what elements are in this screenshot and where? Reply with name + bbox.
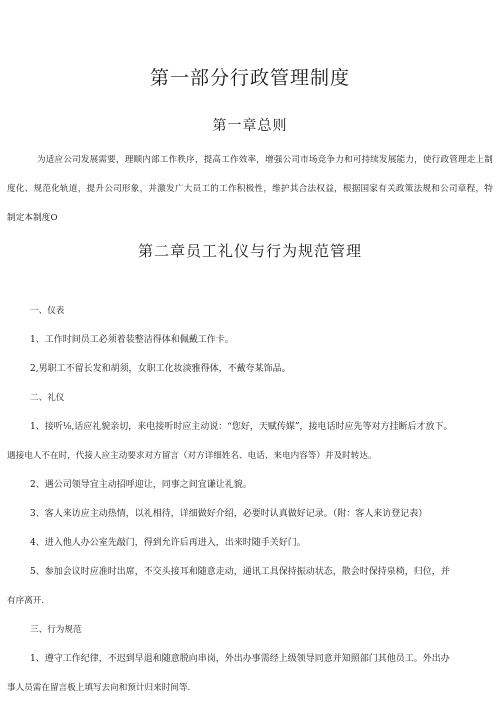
section-3-item-1-line-1: 1、遵守工作纪律，不迟到早退和随意脱向串岗，外出办事需经上级领导同意并知照部门其他员工。外出办 xyxy=(30,654,450,664)
section-2-item-1-line-2: 遇接电人不在时，代接人应主动要求对方留言（对方详细姓名、电话、来电内容等）并及时转达。 xyxy=(7,451,377,461)
section-1-item-2: 2,男职工不留长发和胡须，女职工化妆淡雅得体，不戴夸某饰品。 xyxy=(30,364,291,374)
section-2-item-4: 4、进入他人办公室先敲门，得到允许后再进入，出来时随手关好门。 xyxy=(30,538,306,548)
section-2-heading: 二、礼仪 xyxy=(30,393,65,403)
chapter-1-intro-paragraph: 为适应公司发展需要，理顺内部工作秩序，提高工作效率，增强公司市场竞争力和可持续发展能力，使行政管理走上制度化、规范化轨道，提升公司形象，并激发广大员工的工作积极性，维护其合法权益，根据国家有关政策法规和公司章程，特制定本制度O xyxy=(7,155,493,223)
section-2-item-3: 3、客人来访应主动热情，以礼相待，详细做好介绍，必要时认真做好记录。（附：客人来访登记表） xyxy=(30,509,428,519)
section-2-item-5-line-2: 有序离开. xyxy=(7,596,45,606)
section-1-heading: 一、仪表 xyxy=(30,306,65,316)
section-3-heading: 三、行为规范 xyxy=(30,625,82,635)
section-1-item-1: 1、工作时间员工必须着装整洁得体和佩戴工作卡。 xyxy=(30,335,234,345)
section-3-item-1-line-2: 事人员需在留言板上填写去向和预计归来时间等. xyxy=(7,683,191,693)
section-2-item-2: 2、遇公司领导宜主动招呼迎让，同事之间宜谦让礼貌。 xyxy=(30,480,252,490)
section-2-item-5-line-1: 5、参加会议时应准时出席，不交头接耳和随意走动，通讯工具保持振动状态，散会时保持泉椅，归位，并 xyxy=(30,567,450,577)
chapter-1-title: 第一章总则 xyxy=(212,118,288,134)
document-title: 第一部分行政管理制度 xyxy=(149,67,350,89)
chapter-2-title: 第二章员工礼仪与行为规范管理 xyxy=(137,242,362,260)
section-2-item-1-line-1: 1、接听⅛,话应礼貌亲切，来电接听时应主动说：“您好，天赋传媒”，接电话时应先等对方挂断后才放下。 xyxy=(30,422,453,432)
